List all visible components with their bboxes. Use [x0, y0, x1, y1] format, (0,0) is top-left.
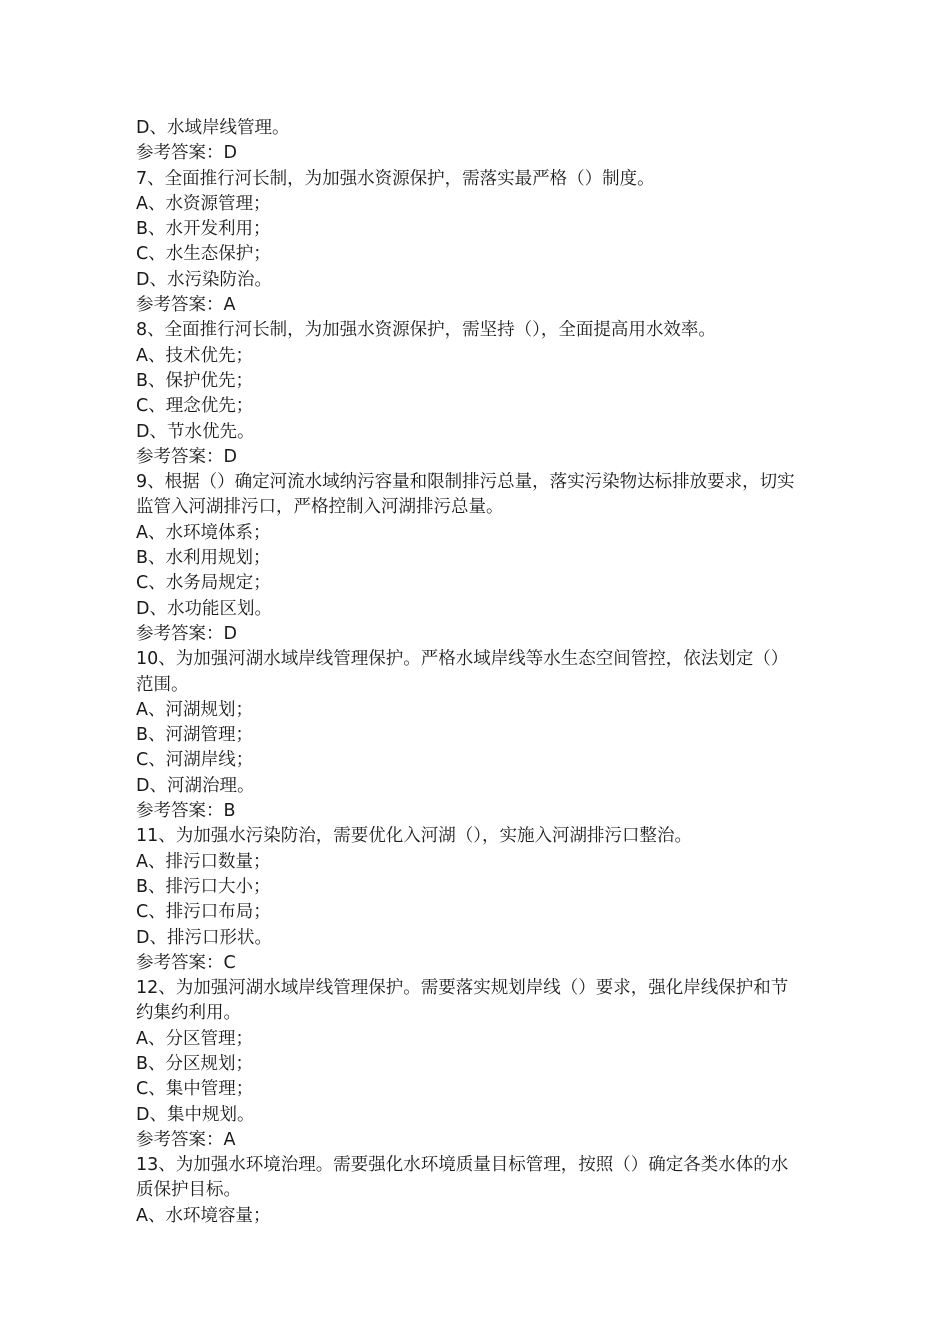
- text-line: 参考答案：D: [136, 143, 237, 164]
- text-line: 12、为加强河湖水域岸线管理保护。需要落实规划岸线（）要求，强化岸线保护和节: [136, 978, 789, 999]
- text-line: D、集中规划。: [136, 1104, 255, 1125]
- text-line: D、水域岸线管理。: [136, 118, 290, 138]
- text-line: A、水环境容量；: [136, 1205, 271, 1226]
- document-page: [136, 116, 866, 1229]
- text-line: C、集中管理；: [136, 1079, 254, 1100]
- text-line: D、排污口形状。: [136, 927, 272, 948]
- text-line: 7、全面推行河长制，为加强水资源保护，需落实最严格（）制度。: [136, 168, 655, 189]
- text-line: 参考答案：C: [136, 952, 236, 973]
- text-line: 参考答案：D: [136, 446, 237, 467]
- text-line: 参考答案：A: [136, 295, 236, 316]
- text-line: 参考答案：A: [136, 1129, 236, 1150]
- text-line: D、河湖治理。: [136, 775, 255, 796]
- text-line: C、水务局规定；: [136, 573, 271, 594]
- text-line: 参考答案：B: [136, 801, 236, 822]
- text-line: C、河湖岸线；: [136, 750, 254, 771]
- text-line: C、排污口布局；: [136, 902, 271, 923]
- text-line: 9、根据（）确定河流水域纳污容量和限制排污总量，落实污染物达标排放要求，切实: [136, 472, 795, 493]
- text-line: B、分区规划；: [136, 1053, 254, 1074]
- text-line: D、节水优先。: [136, 421, 255, 442]
- text-line: 约集约利用。: [136, 1003, 241, 1024]
- text-line: C、理念优先；: [136, 396, 254, 417]
- text-line: B、保护优先；: [136, 370, 254, 391]
- text-line: 监管入河湖排污口，严格控制入河湖排污总量。: [136, 497, 504, 518]
- text-line: A、水环境体系；: [136, 522, 271, 543]
- text-line: 11、为加强水污染防治，需要优化入河湖（），实施入河湖排污口整治。: [136, 826, 693, 847]
- text-line: 范围。: [136, 674, 189, 695]
- text-line: D、水功能区划。: [136, 598, 272, 619]
- text-line: D、水污染防治。: [136, 269, 272, 290]
- text-line: 参考答案：D: [136, 623, 237, 644]
- text-line: B、水开发利用；: [136, 219, 271, 240]
- text-line: A、分区管理；: [136, 1028, 253, 1049]
- text-line: 13、为加强水环境治理。需要强化水环境质量目标管理，按照（）确定各类水体的水: [136, 1155, 789, 1176]
- text-line: A、河湖规划；: [136, 699, 253, 720]
- text-line: A、技术优先；: [136, 345, 253, 366]
- text-line: 质保护目标。: [136, 1180, 241, 1201]
- text-line: C、水生态保护；: [136, 244, 271, 265]
- text-line: 10、为加强河湖水域岸线管理保护。严格水域岸线等水生态空间管控，依法划定（）: [136, 649, 789, 670]
- text-line: A、水资源管理；: [136, 193, 271, 214]
- text-line: B、河湖管理；: [136, 725, 254, 746]
- text-line: 8、全面推行河长制，为加强水资源保护，需坚持（），全面提高用水效率。: [136, 320, 716, 341]
- text-line: B、排污口大小；: [136, 876, 271, 897]
- text-line: A、排污口数量；: [136, 851, 271, 872]
- text-line: B、水利用规划；: [136, 548, 271, 569]
